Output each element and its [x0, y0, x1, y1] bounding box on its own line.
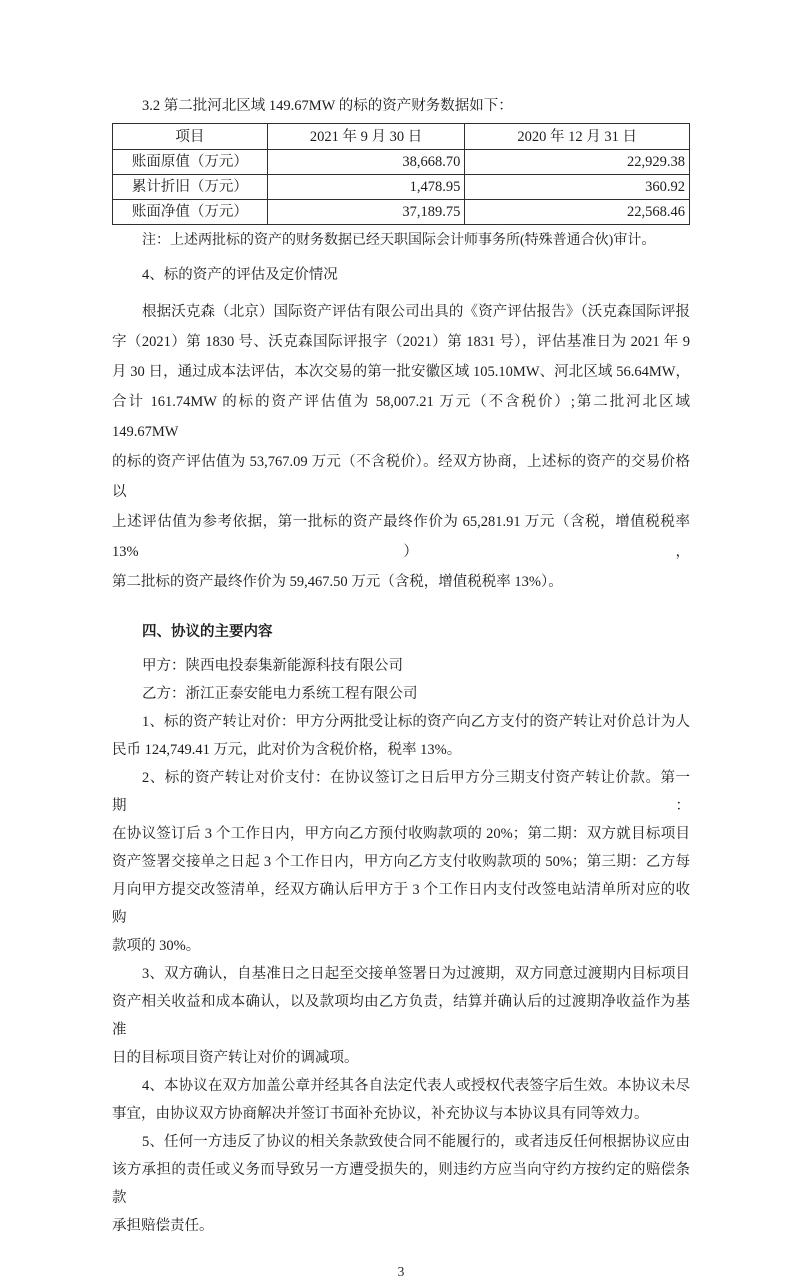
party-b-line: 乙方：浙江正泰安能电力系统工程有限公司: [142, 686, 418, 702]
paragraph-line: 事宜，由协议双方协商解决并签订书面补充协议，补充协议与本协议具有同等效力。: [112, 1106, 649, 1122]
agreement-item-4: [112, 1072, 690, 1128]
paragraph-line: 根据沃克森（北京）国际资产评估有限公司出具的《资产评估报告》（沃克森国际评报: [142, 304, 690, 320]
value-2021: 1,478.95: [267, 175, 465, 200]
table-row-accumulated-depreciation: [113, 175, 690, 200]
paragraph-line: 款项的 30%。: [112, 938, 201, 954]
paragraph-line: 4、本协议在双方加盖公章并经其各自法定代表人或授权代表签字后生效。本协议未尽: [142, 1078, 690, 1094]
paragraph-line: 月 30 日，通过成本法评估，本次交易的第一批安徽区域 105.10MW、河北区域 56.64MW，: [112, 364, 690, 380]
paragraph-line: 月向甲方提交改签清单，经双方确认后甲方于 3 个工作日内支付改签电站清单所对应的收购: [112, 882, 690, 926]
table-header-date-2021: 2021 年 9 月 30 日: [267, 124, 465, 150]
value-2020: 22,929.38: [465, 150, 690, 175]
paragraph-line: 承担赔偿责任。: [112, 1218, 214, 1234]
paragraph-line: 民币 124,749.41 万元，此对价为含税价格，税率 13%。: [112, 742, 462, 758]
paragraph-line: 5、任何一方违反了协议的相关条款致使合同不能履行的，或者违反任何根据协议应由: [142, 1134, 690, 1150]
agreement-item-5: [112, 1128, 690, 1240]
table-audit-note: 注：上述两批标的资产的财务数据已经天职国际会计师事务所(特殊普通合伙)审计。: [142, 233, 656, 248]
paragraph-line: 3、双方确认，自基准日之日起至交接单签署日为过渡期，双方同意过渡期内目标项目: [142, 966, 690, 982]
agreement-item-3: [112, 960, 690, 1072]
table-header-date-2020: 2020 年 12 月 31 日: [465, 124, 690, 150]
table-row-net-value: [113, 200, 690, 225]
agreement-item-1: [112, 708, 690, 764]
table-header-item: 项目: [113, 124, 268, 150]
value-2020: 360.92: [465, 175, 690, 200]
paragraph-line: 1、标的资产转让对价：甲方分两批受让标的资产向乙方支付的资产转让对价总计为人: [142, 714, 690, 730]
party-a-line: 甲方：陕西电投泰集新能源科技有限公司: [142, 658, 403, 674]
paragraph-line: 上述评估值为参考依据，第一批标的资产最终作价为 65,281.91 万元（含税，增值税税率 13%），: [112, 514, 690, 560]
section-3-2-title: 3.2 第二批河北区域 149.67MW 的标的资产财务数据如下：: [142, 98, 513, 114]
row-label: 账面净值（万元）: [113, 200, 268, 225]
table-header-row: [113, 124, 690, 150]
document-content: [112, 92, 690, 1286]
row-label: 账面原值（万元）: [113, 150, 268, 175]
value-2021: 37,189.75: [267, 200, 465, 225]
agreement-item-2: [112, 764, 690, 960]
section-4-heading: 4、标的资产的评估及定价情况: [142, 267, 338, 283]
paragraph-line: 资产相关收益和成本确认，以及款项均由乙方负责，结算并确认后的过渡期净收益作为基准: [112, 994, 690, 1038]
paragraph-line: 字（2021）第 1830 号、沃克森国际评报字（2021）第 1831 号），评估基准日为 2021 年 9: [112, 334, 690, 350]
paragraph-line: 2、标的资产转让对价支付：在协议签订之日后甲方分三期支付资产转让价款。第一期：: [112, 770, 690, 814]
value-2020: 22,568.46: [465, 200, 690, 225]
row-label: 累计折旧（万元）: [113, 175, 268, 200]
paragraph-line: 该方承担的责任或义务而导致另一方遭受损失的，则违约方应当向守约方按约定的赔偿条款: [112, 1162, 690, 1206]
value-2021: 38,668.70: [267, 150, 465, 175]
paragraph-line: 合计 161.74MW 的标的资产评估值为 58,007.21 万元（不含税价）;第二批河北区域 149.67MW: [112, 394, 690, 440]
paragraph-line: 的标的资产评估值为 53,767.09 万元（不含税价）。经双方协商，上述标的资产的交易价格以: [112, 454, 690, 500]
paragraph-line: 日的目标项目资产转让对价的调减项。: [112, 1050, 359, 1066]
page-number: 3: [397, 1264, 405, 1279]
paragraph-line: 第二批标的资产最终作价为 59,467.50 万元（含税，增值税税率 13%）。: [112, 574, 563, 590]
agreement-main-heading: 四、协议的主要内容: [142, 624, 273, 640]
agreement-section: [112, 618, 690, 1240]
valuation-paragraph: [112, 297, 690, 597]
paragraph-line: 资产签署交接单之日起 3 个工作日内，甲方向乙方支付收购款项的 50%；第三期：乙方每: [112, 854, 690, 870]
table-row-original-value: [113, 150, 690, 175]
financial-data-table: [112, 123, 690, 225]
paragraph-line: 在协议签订后 3 个工作日内，甲方向乙方预付收购款项的 20%；第二期：双方就目标项目: [112, 826, 690, 842]
